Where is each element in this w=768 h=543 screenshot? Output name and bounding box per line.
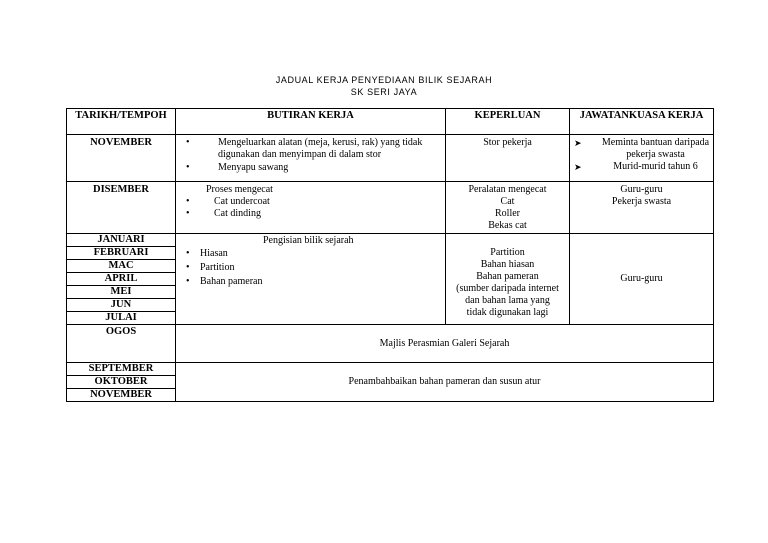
keperluan-cell (446, 182, 570, 234)
list-item: ➤ Murid-murid tahun 6 (572, 161, 711, 173)
school-name: SK SERI JAYA (350, 87, 418, 97)
keperluan-line: (sumber daripada internet (456, 283, 559, 294)
month-cell: DISEMBER (67, 182, 176, 234)
header-keperluan: KEPERLUAN (446, 109, 570, 135)
list-item: ➤ Meminta bantuan daripada pekerja swasta (572, 137, 711, 161)
month-cell: NOVEMBER (67, 389, 176, 402)
header-tarikh: TARIKH/TEMPOH (67, 109, 176, 135)
butiran-heading: Pengisian bilik sejarah (263, 235, 354, 246)
table-row (67, 135, 714, 182)
month-cell: APRIL (67, 273, 176, 286)
butiran-heading: Proses mengecat (206, 184, 273, 195)
jawatankuasa-cell (570, 135, 714, 182)
activity-cell: Majlis Perasmian Galeri Sejarah (176, 325, 714, 363)
list-item: • Cat dinding (178, 208, 443, 220)
keperluan-line: tidak digunakan lagi (466, 307, 549, 318)
list-item: • Partition (178, 262, 443, 274)
activity-cell: Penambahbaikan bahan pameran dan susun atur (176, 363, 714, 402)
header-jawatankuasa: JAWATANKUASA KERJA (570, 109, 714, 135)
month-cell: JANUARI (67, 234, 176, 247)
keperluan-line: Cat (500, 196, 515, 207)
table-row (67, 234, 714, 247)
butiran-cell (176, 182, 446, 234)
month-cell: SEPTEMBER (67, 363, 176, 376)
jawatankuasa-cell: Guru-guru (570, 234, 714, 325)
month-cell: MAC (67, 260, 176, 273)
keperluan-line: dan bahan lama yang (465, 295, 550, 306)
keperluan-line: Partition (490, 247, 525, 258)
keperluan-cell: Stor pekerja (446, 135, 570, 182)
month-cell: MEI (67, 286, 176, 299)
keperluan-line: Bahan hiasan (480, 259, 535, 270)
table-row (67, 363, 714, 376)
header-butiran: BUTIRAN KERJA (176, 109, 446, 135)
month-cell: NOVEMBER (67, 135, 176, 182)
month-cell: JUN (67, 299, 176, 312)
keperluan-line: Roller (495, 208, 520, 219)
keperluan-line: Bekas cat (488, 220, 527, 231)
butiran-cell (176, 135, 446, 182)
month-cell: FEBRUARI (67, 247, 176, 260)
document-title: JADUAL KERJA PENYEDIAAN BILIK SEJARAH (275, 75, 493, 85)
jawatankuasa-cell (570, 182, 714, 234)
table-row (67, 182, 714, 234)
schedule-table (66, 108, 714, 402)
month-cell: OKTOBER (67, 376, 176, 389)
jawatankuasa-line: Pekerja swasta (611, 196, 672, 207)
header-row (67, 109, 714, 135)
jawatankuasa-line: Guru-guru (620, 184, 663, 195)
list-item: • Mengeluarkan alatan (meja, kerusi, rak) yang tidak digunakan dan menyimpan di dalam stor (178, 137, 443, 161)
month-cell: JULAI (67, 312, 176, 325)
table-row (67, 325, 714, 363)
keperluan-cell (446, 234, 570, 325)
month-cell: OGOS (67, 325, 176, 363)
keperluan-line: Peralatan mengecat (468, 184, 547, 195)
list-item: • Bahan pameran (178, 276, 443, 288)
list-item: • Menyapu sawang (178, 162, 443, 174)
keperluan-line: Bahan pameran (476, 271, 539, 282)
list-item: • Hiasan (178, 248, 443, 260)
butiran-cell (176, 234, 446, 325)
list-item: • Cat undercoat (178, 196, 443, 208)
